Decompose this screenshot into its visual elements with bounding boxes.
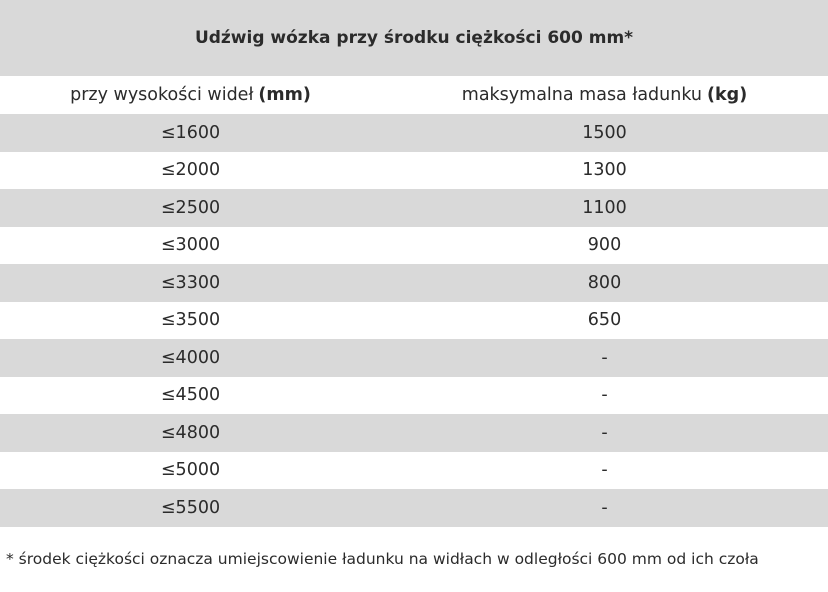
table-row [0, 302, 828, 340]
max-load-cell: - [601, 385, 608, 406]
fork-height-cell: ≤2500 [160, 197, 221, 218]
table-row [0, 452, 828, 490]
fork-height-cell: ≤4500 [160, 385, 221, 406]
header-max-load-unit: (kg) [707, 85, 748, 105]
max-load-cell: - [601, 422, 608, 443]
table-row [0, 152, 828, 190]
fork-height-cell: ≤5500 [160, 497, 221, 518]
header-max-load-label: maksymalna masa ładunku [461, 85, 703, 105]
max-load-cell: - [601, 497, 608, 518]
table-header-row [0, 76, 828, 114]
fork-height-cell: ≤2000 [160, 160, 221, 181]
max-load-cell: 1300 [582, 160, 627, 181]
table-title: Udźwig wózka przy środku ciężkości 600 mm* [0, 0, 828, 76]
table-row [0, 264, 828, 302]
max-load-cell: 650 [587, 310, 622, 331]
footnote: * środek ciężkości oznacza umiejscowienie ładunku na widłach w odległości 600 mm od ich czoła [6, 550, 759, 568]
table-row [0, 114, 828, 152]
header-fork-height [0, 76, 381, 114]
fork-height-cell: ≤3500 [160, 310, 221, 331]
max-load-cell: 1500 [582, 122, 627, 143]
header-max-load [381, 76, 828, 114]
max-load-cell: 1100 [582, 197, 627, 218]
table-body [0, 114, 828, 527]
table-row [0, 227, 828, 265]
fork-height-cell: ≤4800 [160, 422, 221, 443]
table-row [0, 489, 828, 527]
max-load-cell: - [601, 460, 608, 481]
max-load-cell: 900 [587, 235, 622, 256]
header-fork-height-label: przy wysokości wideł [70, 85, 254, 105]
fork-height-cell: ≤3000 [160, 235, 221, 256]
fork-height-cell: ≤5000 [160, 460, 221, 481]
header-fork-height-unit: (mm) [258, 85, 311, 105]
fork-height-cell: ≤1600 [160, 122, 221, 143]
table-row [0, 414, 828, 452]
max-load-cell: 800 [587, 272, 622, 293]
table-row [0, 377, 828, 415]
max-load-cell: - [601, 347, 608, 368]
fork-height-cell: ≤4000 [160, 347, 221, 368]
table-row [0, 339, 828, 377]
fork-height-cell: ≤3300 [160, 272, 221, 293]
table-row [0, 189, 828, 227]
